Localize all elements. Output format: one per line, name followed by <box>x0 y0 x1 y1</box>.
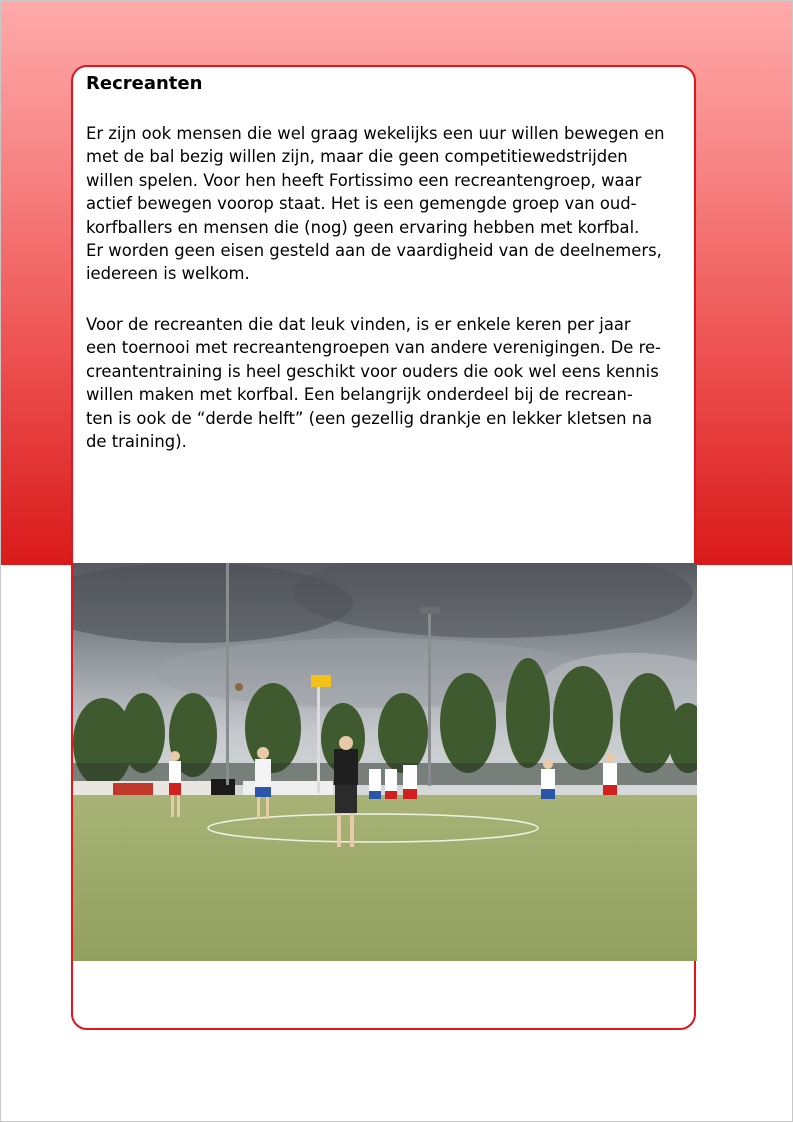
text-line: willen spelen. Voor hen heeft Fortissimo een recreantengroep, waar <box>86 170 642 190</box>
text-line: iedereen is welkom. <box>86 264 250 284</box>
section-title: Recreanten <box>86 73 203 94</box>
text-line: de training). <box>86 432 187 452</box>
text-line: willen maken met korfbal. Een belangrijk onderdeel bij de recrean- <box>86 385 633 405</box>
text-line: Er zijn ook mensen die wel graag wekelijks een uur willen bewegen en <box>86 124 665 143</box>
text-line: een toernooi met recreantengroepen van andere verenigingen. De re- <box>86 338 661 358</box>
text-line: creantentraining is heel geschikt voor ouders die ook wel eens kennis <box>86 361 659 381</box>
paragraph-tournament <box>86 313 690 453</box>
text-line: met de bal bezig willen zijn, maar die geen competitiewedstrijden <box>86 147 628 167</box>
text-line: Er worden geen eisen gesteld aan de vaardigheid van de deelnemers, <box>86 241 662 261</box>
text-line: ten is ook de “derde helft” (een gezellig drankje en lekker kletsen na <box>86 408 653 428</box>
text-line: korfballers en mensen die (nog) geen ervaring hebben met korfbal. <box>86 217 640 237</box>
text-line: actief bewegen voorop staat. Het is een gemengde groep van oud- <box>86 194 637 214</box>
paragraph-intro <box>86 122 690 286</box>
korfball-training-photo <box>73 563 697 961</box>
text-line: Voor de recreanten die dat leuk vinden, is er enkele keren per jaar <box>86 315 631 334</box>
